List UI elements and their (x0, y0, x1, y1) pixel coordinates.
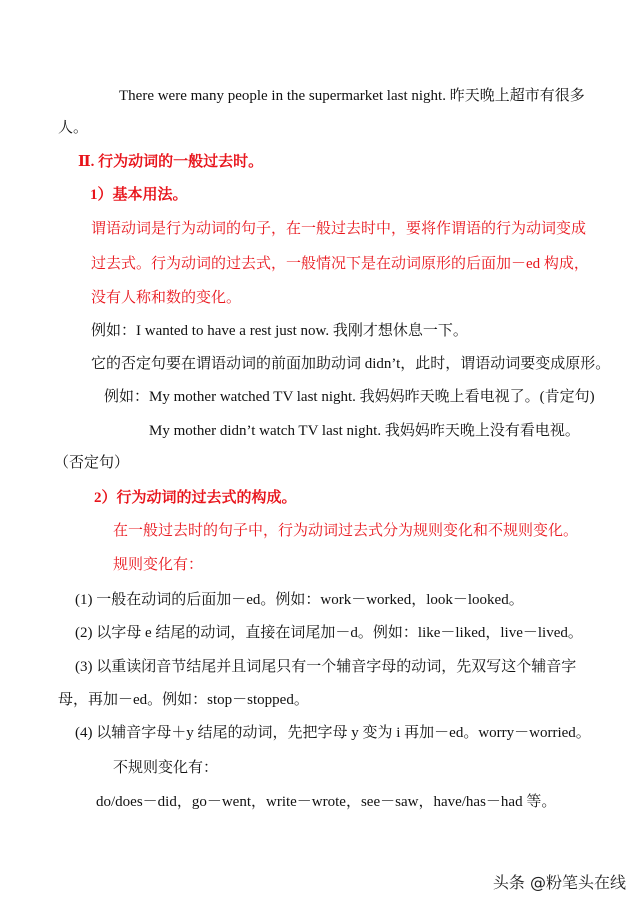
example-3: My mother didn’t watch TV last night. 我妈妈昨天晚上没有看电视。 (149, 423, 580, 439)
subheading-basic-usage: 1）基本用法。 (90, 187, 188, 203)
example-3-note: （否定句） (54, 455, 130, 471)
rule-line1: 谓语动词是行为动词的句子，在一般过去时中，要将作谓语的行为动词变成 (91, 221, 587, 237)
regular-rule-2: (2) 以字母 e 结尾的动词，直接在词尾加－d。例如：like－liked，live－lived。 (75, 625, 583, 641)
regular-rule-4: (4) 以辅音字母＋y 结尾的动词，先把字母 y 变为 i 再加－ed。worry－worried。 (75, 725, 591, 741)
example-sentence-line1: There were many people in the supermarket last night. 昨天晚上超市有很多 (119, 88, 585, 104)
regular-rule-3: (3) 以重读闭音节结尾并且词尾只有一个辅音字母的动词，先双写这个辅音字 (75, 659, 577, 675)
example-2: 例如：My mother watched TV last night. 我妈妈昨天晚上看电视了。(肯定句) (104, 389, 595, 405)
regular-label: 规则变化有： (113, 557, 204, 573)
subheading-formation: 2）行为动词的过去式的构成。 (94, 490, 297, 506)
regular-rule-3-cont: 母，再加－ed。例如：stop－stopped。 (58, 692, 309, 708)
example-1: 例如：I wanted to have a rest just now. 我刚才想休息一下。 (91, 323, 468, 339)
negative-rule: 它的否定句要在谓语动词的前面加助动词 didn’t，此时，谓语动词要变成原形。 (91, 356, 611, 372)
rule-line2: 过去式。行为动词的过去式，一般情况下是在动词原形的后面加－ed 构成， (91, 256, 589, 272)
formation-intro: 在一般过去时的句子中，行为动词过去式分为规则变化和不规则变化。 (113, 523, 579, 539)
section-heading: Ⅱ. 行为动词的一般过去时。 (78, 154, 264, 170)
watermark: 头条 @粉笔头在线 (492, 873, 626, 892)
irregular-label: 不规则变化有： (113, 760, 219, 776)
regular-rule-1: (1) 一般在动词的后面加－ed。例如：work－worked，look－looked。 (75, 592, 524, 608)
rule-line3: 没有人称和数的变化。 (91, 290, 242, 306)
irregular-examples: do/does－did，go－went，write－wrote，see－saw，have/has－had 等。 (96, 794, 557, 810)
example-sentence-line2: 人。 (58, 120, 89, 136)
